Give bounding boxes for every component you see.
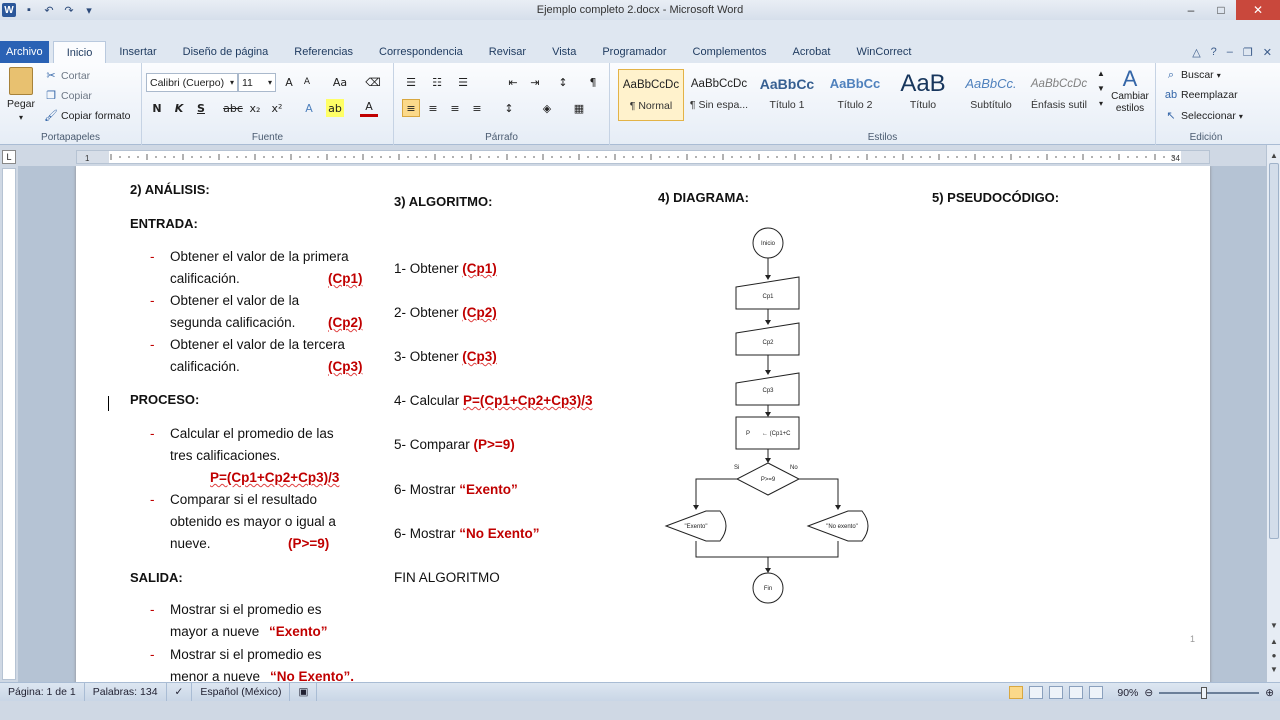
bullet-dash: - — [150, 492, 155, 507]
word-app-icon[interactable]: W — [2, 3, 16, 17]
outline-view-icon[interactable] — [1069, 686, 1083, 699]
analysis-heading: 2) ANÁLISIS: — [130, 182, 210, 197]
draft-view-icon[interactable] — [1089, 686, 1103, 699]
input-item-1-code: (Cp1) — [328, 271, 363, 286]
document-page[interactable] — [76, 166, 1210, 682]
flowchart-input-cp1-label: Cp1 — [762, 294, 774, 300]
borders-button[interactable]: ▦ — [573, 101, 585, 115]
font-name-select[interactable]: Calibri (Cuerpo) ▾ — [146, 73, 238, 92]
title-bar — [0, 0, 1280, 20]
algorithm-heading: 3) ALGORITMO: — [394, 194, 493, 209]
copy-button[interactable]: ❐ Copiar — [44, 89, 92, 103]
previous-page-icon[interactable]: ▲ — [1270, 637, 1278, 646]
copy-icon: ❐ — [46, 90, 56, 102]
output-item-2-line2: menor a nueve — [170, 669, 261, 682]
redo-icon[interactable]: ↷ — [64, 4, 74, 17]
ruler-left-marker: 1 — [85, 154, 90, 163]
paste-dropdown-icon: ▾ — [18, 113, 23, 122]
input-item-2-line2: segunda calificación. — [170, 315, 296, 330]
editing-group-label: Edición — [1189, 132, 1223, 143]
grow-font-button[interactable]: A — [285, 75, 293, 89]
styles-scroll[interactable] — [1096, 69, 1106, 108]
justify-button[interactable]: ≡ — [472, 101, 482, 115]
output-item-2-code: “No Exento”. — [270, 669, 355, 682]
output-heading: SALIDA: — [130, 570, 183, 585]
browse-object-icon[interactable]: ● — [1271, 651, 1277, 660]
diagram-heading: 4) DIAGRAMA: — [658, 190, 749, 205]
next-page-icon[interactable]: ▼ — [1270, 665, 1278, 674]
process-item-1-line2: tres calificaciones. — [170, 448, 281, 463]
tab-referencias[interactable]: Referencias — [294, 46, 353, 58]
input-item-3-line2: calificación. — [170, 359, 240, 374]
full-screen-reading-icon[interactable] — [1029, 686, 1043, 699]
input-item-1-line1: Obtener el valor de la primera — [170, 249, 349, 264]
customize-qat-icon[interactable]: ▾ — [86, 4, 92, 17]
flowchart-end-label: Fin — [763, 586, 773, 592]
flowchart-input-cp3-label: Cp3 — [762, 388, 774, 394]
italic-button[interactable]: K — [174, 101, 184, 115]
style-titulo-2[interactable]: AaBbCc Título 2 — [829, 76, 881, 111]
tab-inicio[interactable]: Inicio — [53, 41, 107, 63]
horizontal-ruler[interactable] — [76, 150, 1210, 164]
process-item-2-line2: obtenido es mayor o igual a — [170, 514, 336, 529]
process-item-2-line3: nueve. — [170, 536, 211, 551]
bottom-band — [0, 701, 1280, 720]
chevron-down-icon: ▾ — [229, 78, 234, 87]
binoculars-icon: ⌕ — [1167, 69, 1175, 81]
scroll-thumb[interactable] — [1269, 163, 1279, 539]
shrink-font-button[interactable]: A — [303, 77, 311, 87]
document-area — [18, 166, 1266, 682]
replace-button[interactable]: ab Reemplazar — [1164, 89, 1238, 101]
bullet-dash: - — [150, 337, 155, 352]
process-item-2-line1: Comparar si el resultado — [170, 492, 318, 507]
zoom-slider-thumb[interactable] — [1201, 687, 1207, 699]
flowchart-input-cp1[interactable] — [736, 277, 799, 309]
tab-acrobat[interactable]: Acrobat — [792, 46, 831, 58]
superscript-button[interactable]: x² — [271, 101, 283, 115]
paragraph-group-label: Párrafo — [485, 132, 518, 143]
replace-icon: ab — [1164, 89, 1178, 101]
tabs-right-controls — [1192, 46, 1272, 59]
subscript-button[interactable]: x₂ — [249, 101, 261, 115]
chevron-down-icon: ▼ — [1097, 84, 1105, 93]
change-case-button[interactable]: Aa — [332, 75, 348, 89]
select-button[interactable]: ↖ Seleccionar ▾ — [1164, 109, 1243, 123]
cut-button[interactable]: ✂ Cortar — [44, 69, 90, 83]
output-item-1-line1: Mostrar si el promedio es — [170, 602, 322, 617]
input-item-3-line1: Obtener el valor de la tercera — [170, 337, 345, 352]
find-button[interactable]: ⌕ Buscar ▾ — [1164, 68, 1221, 82]
editing-group — [1156, 63, 1256, 145]
doc-minimize-icon[interactable]: – — [1226, 46, 1233, 58]
undo-icon[interactable]: ↶ — [44, 4, 54, 17]
vertical-ruler[interactable] — [2, 168, 16, 680]
title-band — [0, 20, 1280, 41]
macro-record-icon[interactable]: ▣ — [290, 683, 317, 702]
ruler-right-marker: 34 — [1171, 154, 1180, 163]
flowchart-decision-label: P>=9 — [760, 477, 776, 483]
ribbon — [0, 63, 1280, 145]
tab-insertar[interactable]: Insertar — [119, 46, 157, 58]
flowchart-process-var: P — [746, 431, 751, 437]
change-styles-icon: A — [1122, 66, 1138, 91]
shading-button[interactable]: ◈ — [542, 101, 552, 115]
input-item-3-code: (Cp3) — [328, 359, 363, 374]
underline-button[interactable]: S — [197, 101, 205, 115]
minimize-button[interactable]: – — [1187, 3, 1195, 17]
paragraph-group — [394, 63, 610, 145]
flowchart-no-label: No — [790, 465, 798, 471]
flowchart-input-cp2[interactable] — [736, 323, 799, 355]
input-item-2-code: (Cp2) — [328, 315, 363, 330]
vertical-scrollbar[interactable] — [1266, 145, 1280, 682]
style-sin-espaciado[interactable]: AaBbCcDc ¶ Sin espa... — [689, 78, 749, 111]
tab-programador[interactable]: Programador — [602, 46, 667, 58]
font-group — [142, 63, 394, 145]
clipboard-group — [0, 63, 142, 145]
scroll-up-arrow[interactable]: ▲ — [1270, 151, 1278, 160]
style-normal[interactable]: AaBbCcDc ¶ Normal — [618, 69, 684, 121]
style-titulo-1[interactable]: AaBbCc Título 1 — [759, 76, 815, 111]
tab-wincorrect[interactable]: WinCorrect — [856, 46, 912, 58]
zoom-in-icon[interactable]: ⊕ — [1265, 686, 1274, 699]
chevron-down-icon: ▾ — [1216, 70, 1221, 80]
tab-archivo[interactable]: Archivo — [0, 41, 49, 63]
clipboard-group-label: Portapapeles — [41, 132, 100, 143]
web-layout-icon[interactable] — [1049, 686, 1063, 699]
window-controls — [1176, 0, 1280, 20]
flowchart-start-label: Inicio — [760, 241, 776, 247]
scroll-down-arrow[interactable]: ▼ — [1270, 621, 1278, 630]
flowchart-yes-label: Si — [734, 465, 740, 471]
input-item-2-line1: Obtener el valor de la — [170, 293, 300, 308]
output-item-1-code: “Exento” — [269, 624, 328, 639]
output-item-1-line2: mayor a nueve — [170, 624, 260, 639]
strikethrough-button[interactable]: abc — [223, 101, 243, 115]
chevron-up-icon: ▲ — [1097, 69, 1105, 78]
save-icon[interactable]: ▪ — [27, 4, 31, 16]
output-item-2-line1: Mostrar si el promedio es — [170, 647, 322, 662]
flowchart-output-no-exento-label: "No exento" — [826, 524, 858, 530]
page-number: 1 — [1190, 634, 1196, 644]
algorithm-step-5: 5- Comparar (P>=9) — [394, 437, 515, 452]
tab-revisar[interactable]: Revisar — [488, 46, 527, 58]
tab-selector[interactable]: L — [2, 150, 16, 164]
process-heading: PROCESO: — [130, 392, 200, 407]
show-marks-button[interactable]: ¶ — [589, 75, 597, 89]
font-group-label: Fuente — [251, 132, 284, 143]
text-effects-button[interactable]: A — [305, 101, 313, 115]
window-title: Ejemplo completo 2.docx - Microsoft Word — [536, 4, 744, 16]
scissors-icon: ✂ — [46, 70, 56, 82]
font-color-button[interactable]: A — [360, 99, 378, 117]
decrease-indent-button[interactable]: ⇤ — [508, 75, 518, 89]
ribbon-tabs — [0, 41, 1280, 63]
quick-access-toolbar — [0, 3, 96, 17]
status-bar — [0, 682, 1280, 701]
paste-button[interactable]: Pegar ▾ — [4, 67, 38, 122]
align-left-button[interactable]: ≡ — [402, 99, 420, 117]
format-painter-button[interactable]: 🖌 Copiar formato — [44, 110, 131, 122]
bullet-dash: - — [150, 426, 155, 441]
print-layout-view-icon[interactable] — [1009, 686, 1023, 699]
tab-correspondencia[interactable]: Correspondencia — [379, 46, 463, 58]
style-subtitulo[interactable]: AaBbCc. Subtítulo — [965, 76, 1017, 111]
ruler-ticks — [77, 151, 1210, 163]
change-styles-button[interactable]: A Cambiar estilos — [1111, 66, 1149, 114]
styles-group-label: Estilos — [867, 132, 898, 143]
clear-format-icon[interactable]: ⌫ — [365, 75, 381, 89]
pseudocode-heading: 5) PSEUDOCÓDIGO: — [932, 190, 1060, 205]
line-spacing-button[interactable]: ↕ — [504, 101, 514, 115]
process-item-1-formula: P=(Cp1+Cp2+Cp3)/3 — [210, 470, 340, 485]
bullets-button[interactable]: ☰ — [406, 75, 416, 89]
tab-complementos[interactable]: Complementos — [692, 46, 767, 58]
algorithm-step-1: 1- Obtener (Cp1) — [394, 261, 497, 276]
styles-group — [610, 63, 1156, 145]
multilevel-list-button[interactable]: ☰ — [458, 75, 468, 89]
zoom-slider[interactable] — [1159, 692, 1259, 694]
chevron-down-icon: ▾ — [1238, 111, 1243, 121]
doc-close-icon[interactable]: ✕ — [1262, 47, 1272, 59]
text-cursor — [108, 396, 109, 411]
paintbrush-icon: 🖌 — [44, 110, 58, 122]
flowchart-process-expr: ← (Cp1+C — [762, 431, 791, 437]
bullet-dash: - — [150, 293, 155, 308]
algorithm-step-4: 4- Calcular P=(Cp1+Cp2+Cp3)/3 — [394, 393, 593, 408]
bullet-dash: - — [150, 249, 155, 264]
algorithm-step-7: 6- Mostrar “No Exento” — [394, 526, 540, 541]
algorithm-step-6: 6- Mostrar “Exento” — [394, 482, 518, 497]
style-enfasis-sutil[interactable]: AaBbCcDc Énfasis sutil — [1030, 78, 1088, 111]
help-icon[interactable]: ? — [1210, 46, 1217, 58]
align-right-button[interactable]: ≡ — [450, 101, 460, 115]
input-item-1-line2: calificación. — [170, 271, 240, 286]
bold-button[interactable]: N — [152, 101, 162, 115]
numbering-button[interactable]: ☷ — [432, 75, 442, 89]
bullet-dash: - — [150, 647, 155, 662]
font-size-select[interactable]: 11 ▾ — [238, 73, 276, 92]
input-heading: ENTRADA: — [130, 216, 198, 231]
algorithm-end: FIN ALGORITMO — [394, 570, 500, 585]
more-icon: ▾ — [1098, 99, 1103, 108]
word-count[interactable]: Palabras: 134 — [85, 683, 167, 702]
zoom-out-icon[interactable]: ⊖ — [1144, 686, 1154, 699]
proofing-icon[interactable]: ✓ — [167, 683, 193, 702]
style-titulo[interactable]: AaB Título — [900, 70, 946, 111]
algorithm-step-2: 2- Obtener (Cp2) — [394, 305, 497, 320]
process-item-2-code: (P>=9) — [288, 536, 330, 551]
close-button[interactable]: ✕ — [1236, 0, 1280, 20]
doc-restore-icon[interactable]: ❐ — [1242, 47, 1253, 59]
page-count[interactable]: Página: 1 de 1 — [0, 683, 85, 702]
align-center-button[interactable]: ≡ — [428, 101, 438, 115]
algorithm-step-3: 3- Obtener (Cp3) — [394, 349, 497, 364]
increase-indent-button[interactable]: ⇥ — [530, 75, 540, 89]
sort-button[interactable]: ↕ — [558, 75, 568, 89]
flowchart-input-cp2-label: Cp2 — [762, 340, 774, 346]
view-zoom-controls — [1009, 683, 1274, 702]
bullet-dash: - — [150, 602, 155, 617]
flowchart-output-exento-label: "Exento" — [684, 524, 708, 530]
flowchart — [656, 221, 896, 611]
tab-vista[interactable]: Vista — [552, 46, 577, 58]
maximize-button[interactable]: □ — [1217, 3, 1225, 17]
minimize-ribbon-icon[interactable]: △ — [1192, 47, 1201, 59]
highlight-button[interactable]: ab — [326, 99, 344, 117]
cursor-icon: ↖ — [1166, 110, 1176, 122]
zoom-level[interactable]: 90% — [1117, 686, 1139, 699]
chevron-down-icon: ▾ — [267, 78, 272, 87]
process-item-1-line1: Calcular el promedio de las — [170, 426, 334, 441]
language-indicator[interactable]: Español (México) — [192, 683, 290, 702]
clipboard-icon — [9, 67, 33, 95]
tab-diseno-pagina[interactable]: Diseño de página — [182, 46, 269, 58]
